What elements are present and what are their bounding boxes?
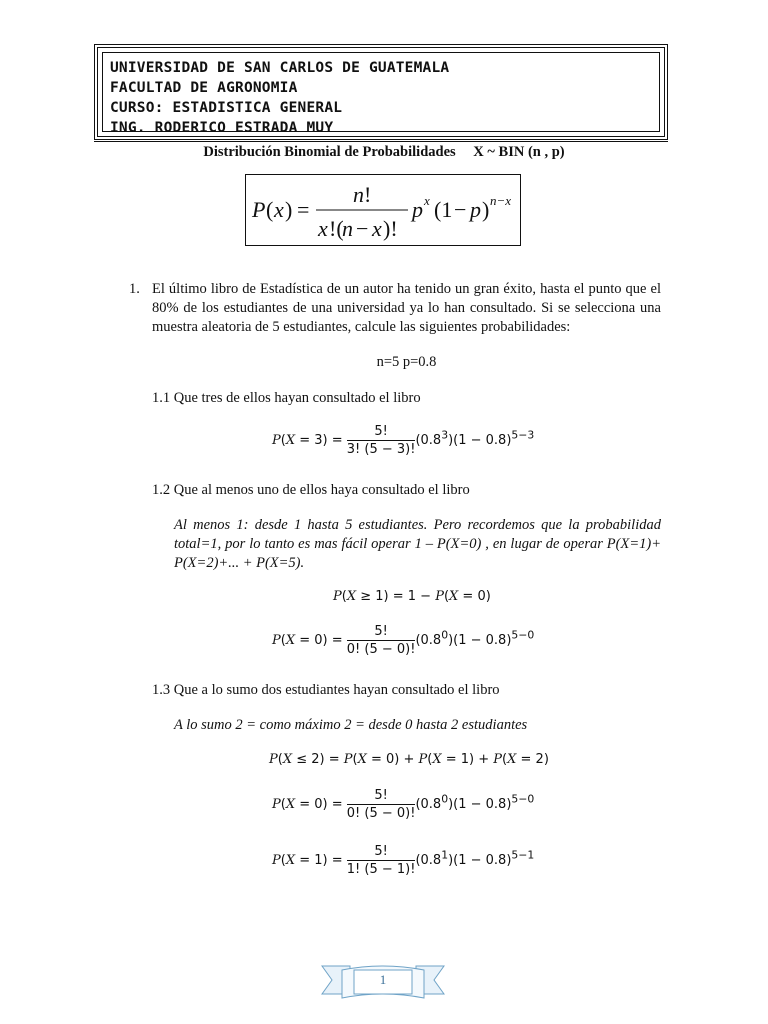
question-1-3-note: A lo sumo 2 = como máximo 2 = desde 0 hasta 2 estudiantes bbox=[174, 717, 528, 733]
equation-p-x-0: P(X = 0) = $\frac{5!}{0! (5 - 0)!}$ $(0.8^0)(1 - 0.8)^{5-0}$ bbox=[272, 624, 535, 657]
problem-number: 1. bbox=[129, 281, 140, 297]
question-1-2-note: Al menos 1: desde 1 hasta 5 estudiantes. Pero recordemos que la probabilidad total=1, por lo tanto es mas fácil operar 1 – P(X=0) , en lugar de operar P(X=1)+ P(X=2)+... + P(X=5). bbox=[174, 517, 661, 571]
svg-text:=: = bbox=[297, 197, 310, 222]
problem-params: n=5 p=0.8 bbox=[376, 354, 437, 370]
header-instructor: ING. RODERICO ESTRADA MUY bbox=[110, 120, 334, 136]
equation-p-x-0-b: P(X = 0) = $\frac{5!}{0! (5 - 0)!}$ $(0.8^0)(1 - 0.8)^{5-0}$ bbox=[272, 788, 535, 821]
svg-text:): ) bbox=[285, 197, 293, 222]
svg-text:(: ( bbox=[266, 197, 274, 222]
title-notation: X ~ BIN (n , p) bbox=[473, 144, 565, 160]
equation-at-least-one: P(X ≥ 1) = 1 − P(X = 0) bbox=[333, 589, 491, 604]
header-faculty: FACULTAD DE AGRONOMIA bbox=[110, 80, 298, 96]
header-rule bbox=[94, 141, 668, 142]
equation-at-most-two: P(X ≤ 2) = P(X = 0) + P(X = 1) + P(X = 2) bbox=[269, 752, 549, 767]
page-title bbox=[0, 144, 768, 161]
svg-text:P: P bbox=[252, 197, 266, 222]
question-1-1: 1.1 Que tres de ellos hayan consultado el libro bbox=[152, 390, 421, 406]
header-box bbox=[94, 44, 668, 140]
question-1-2: 1.2 Que al menos uno de ellos haya consultado el libro bbox=[152, 482, 470, 498]
page-number-ribbon bbox=[320, 960, 446, 1004]
svg-text:x: x bbox=[424, 193, 430, 208]
header-course: CURSO: ESTADISTICA GENERAL bbox=[110, 100, 343, 116]
svg-text:−: − bbox=[356, 216, 369, 241]
equation-p-x-1: P(X = 1) = $\frac{5!}{1! (5 - 1)!}$ $(0.8^1)(1 - 0.8)^{5-1}$ bbox=[272, 844, 535, 877]
svg-text:n: n bbox=[353, 182, 364, 207]
svg-text:x: x bbox=[318, 216, 328, 241]
svg-text:n: n bbox=[342, 216, 353, 241]
question-1-3: 1.3 Que a lo sumo dos estudiantes hayan consultado el libro bbox=[152, 682, 500, 698]
svg-text:x: x bbox=[372, 216, 382, 241]
svg-text:!(: !( bbox=[329, 216, 344, 241]
binomial-formula bbox=[246, 175, 520, 245]
binomial-formula-box bbox=[245, 174, 521, 246]
svg-text:p: p bbox=[470, 197, 481, 222]
svg-text:x: x bbox=[274, 197, 284, 222]
svg-text:)!: )! bbox=[383, 216, 398, 241]
svg-text:n−x: n−x bbox=[490, 193, 512, 208]
header-university: UNIVERSIDAD DE SAN CARLOS DE GUATEMALA bbox=[110, 60, 450, 76]
page-number: 1 bbox=[379, 972, 387, 987]
equation-p-x-3: P(X = 3) = $\frac{5!}{3! (5 - 3)!}$ $(0.8^3)(1 - 0.8)^{5-3}$ bbox=[272, 424, 535, 457]
svg-text:!: ! bbox=[364, 182, 372, 207]
svg-text:(1: (1 bbox=[434, 197, 453, 222]
title-text: Distribución Binomial de Probabilidades bbox=[203, 144, 456, 160]
svg-text:−: − bbox=[454, 197, 467, 222]
svg-text:): ) bbox=[482, 197, 490, 222]
svg-text:p: p bbox=[412, 197, 423, 222]
problem-statement: El último libro de Estadística de un autor ha tenido un gran éxito, hasta el punto que el 80% de los estudiantes de una universidad ya lo han consultado. Si se selecciona una muestra aleatoria de 5 estudiantes, calcule las siguientes probabilidades: bbox=[152, 281, 661, 335]
